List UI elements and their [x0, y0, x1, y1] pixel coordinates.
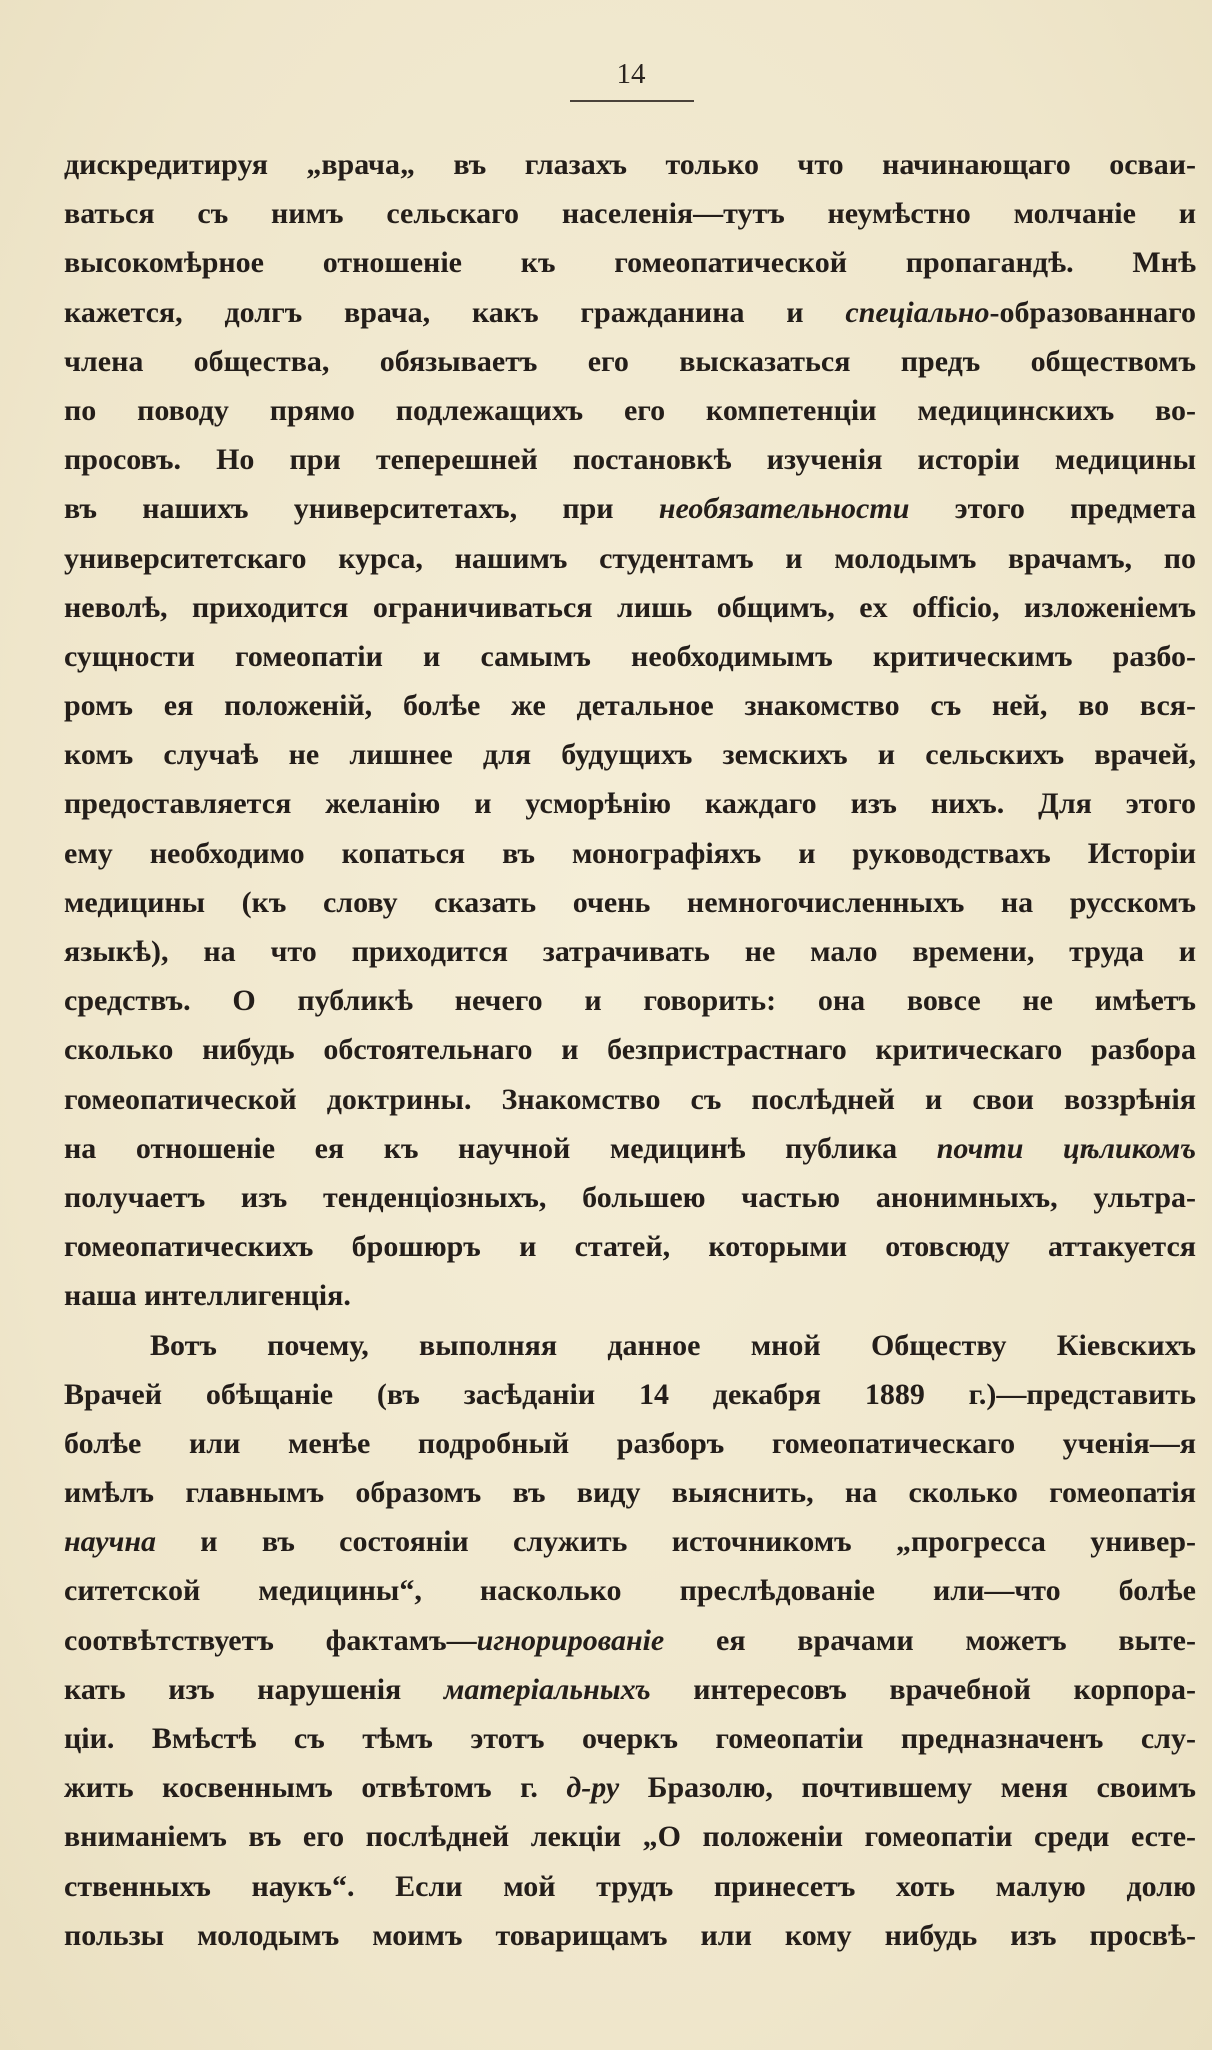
text-line: [64, 1714, 1196, 1763]
text-line: [64, 386, 1196, 435]
text-line: [64, 1370, 1196, 1419]
text-segment: предоставляется желанію и усморѣнію каждаго изъ нихъ. Для этого: [64, 787, 1196, 821]
text-segment: гомеопатической доктрины. Знакомство съ послѣдней и свои воззрѣнія: [64, 1082, 1196, 1116]
text-line: [64, 681, 1196, 730]
text-line: [64, 1075, 1196, 1124]
text-segment: пользы молодымъ моимъ товарищамъ или кому нибудь изъ просвѣ-: [64, 1918, 1196, 1952]
text-line: [64, 238, 1196, 287]
text-line: [64, 632, 1196, 681]
text-line: [64, 1862, 1196, 1911]
text-segment: высокомѣрное отношеніе къ гомеопатической пропагандѣ. Мнѣ: [64, 246, 1196, 280]
text-line: [64, 1173, 1196, 1222]
text-segment: наша интеллигенція.: [64, 1279, 351, 1313]
text-line: [64, 1468, 1196, 1517]
text-segment: гомеопатическихъ брошюръ и статей, которыми отовсюду аттакуется: [64, 1230, 1196, 1264]
text-segment: медицины (къ слову сказать очень немногочисленныхъ на русскомъ: [64, 885, 1196, 919]
text-segment: этого предмета: [909, 492, 1196, 526]
body-text: [64, 140, 1196, 1960]
text-segment: -образованнаго: [989, 295, 1196, 329]
text-line: [64, 1025, 1196, 1074]
italic-text: необязательности: [658, 492, 910, 526]
text-segment: по поводу прямо подлежащихъ его компетенціи медицинскихъ во-: [64, 393, 1196, 427]
text-line: [64, 927, 1196, 976]
text-line: [64, 1911, 1196, 1960]
text-line: [64, 1321, 1196, 1370]
text-segment: имѣлъ главнымъ образомъ въ виду выяснить, на сколько гомеопатія: [64, 1476, 1196, 1510]
text-line: [64, 288, 1196, 337]
text-segment: средствъ. О публикѣ нечего и говорить: она вовсе не имѣетъ: [64, 984, 1196, 1018]
text-segment: получаетъ изъ тенденціозныхъ, большею частью анонимныхъ, ультра-: [64, 1180, 1196, 1214]
page-number-rule: [570, 100, 694, 102]
text-line: [64, 779, 1196, 828]
text-segment: кажется, долгъ врача, какъ гражданина и: [64, 295, 846, 329]
text-line: [64, 1665, 1196, 1714]
italic-text: игнорированіе: [476, 1623, 665, 1657]
text-line: [64, 1419, 1196, 1468]
text-line: [64, 976, 1196, 1025]
text-line: [64, 337, 1196, 386]
page-number: 14: [616, 58, 646, 90]
text-segment: жить косвеннымъ отвѣтомъ г.: [64, 1771, 567, 1805]
text-segment: ственныхъ наукъ“. Если мой трудъ принесетъ хоть малую долю: [64, 1869, 1196, 1903]
text-line: [64, 1763, 1196, 1812]
text-line: [64, 730, 1196, 779]
text-line: [64, 534, 1196, 583]
text-segment: члена общества, обязываетъ его высказаться предъ обществомъ: [64, 344, 1196, 378]
text-segment: ваться съ нимъ сельскаго населенія—тутъ неумѣстно молчаніе и: [64, 197, 1196, 231]
text-segment: дискредитируя „врача„ въ глазахъ только что начинающаго осваи-: [64, 148, 1196, 181]
italic-text: д-ру: [566, 1771, 620, 1805]
text-segment: ромъ ея положеній, болѣе же детальное знакомство съ ней, во вся-: [64, 689, 1196, 723]
text-segment: соотвѣтствуетъ фактамъ—: [64, 1623, 477, 1657]
text-line: [64, 1222, 1196, 1271]
text-line: [64, 1517, 1196, 1566]
italic-text: матеріальныхъ: [443, 1672, 651, 1706]
italic-text: спеціально: [845, 295, 990, 329]
text-segment: Бразолю, почтившему меня своимъ: [619, 1771, 1196, 1805]
text-segment: ему необходимо копаться въ монографіяхъ и руководствахъ Исторіи: [64, 836, 1196, 870]
text-segment: Вотъ почему, выполняя данное мной Обществу Кіевскихъ: [150, 1328, 1196, 1362]
text-segment: сущности гомеопатіи и самымъ необходимымъ критическимъ разбо-: [64, 639, 1196, 673]
text-line: [64, 1124, 1196, 1173]
text-segment: кать изъ нарушенія: [64, 1672, 444, 1706]
text-line: [64, 878, 1196, 927]
text-segment: ціи. Вмѣстѣ съ тѣмъ этотъ очеркъ гомеопатіи предназначенъ слу-: [64, 1722, 1196, 1755]
text-segment: на отношеніе ея къ научной медицинѣ публика: [64, 1131, 937, 1165]
text-segment: ея врачами можетъ выте-: [664, 1623, 1196, 1657]
text-line: [64, 435, 1196, 484]
text-line: [64, 1812, 1196, 1861]
text-line: [64, 1271, 1196, 1320]
text-line: [64, 1566, 1196, 1615]
text-line: [64, 1616, 1196, 1665]
text-segment: сколько нибудь обстоятельнаго и безпристрастнаго критическаго разбора: [64, 1033, 1196, 1067]
text-line: [64, 829, 1196, 878]
text-segment: Врачей обѣщаніе (въ засѣданіи 14 декабря 1889 г.)—представить: [64, 1377, 1196, 1411]
text-segment: въ нашихъ университетахъ, при: [64, 492, 659, 526]
italic-text: почти цѣликомъ: [936, 1131, 1196, 1165]
text-segment: болѣе или менѣе подробный разборъ гомеопатическаго ученія—я: [64, 1426, 1196, 1460]
text-line: [64, 583, 1196, 632]
text-segment: и въ состояніи служить источникомъ „прогресса универ-: [155, 1525, 1196, 1559]
text-segment: интересовъ врачебной корпора-: [650, 1672, 1196, 1706]
text-segment: просовъ. Но при теперешней постановкѣ изученія исторіи медицины: [64, 443, 1196, 477]
text-line: [64, 484, 1196, 533]
text-segment: неволѣ, приходится ограничиваться лишь общимъ, ex officio, изложеніемъ: [64, 590, 1196, 624]
text-segment: ситетской медицины“, насколько преслѣдованіе или—что болѣе: [64, 1574, 1196, 1608]
text-line: [64, 189, 1196, 238]
text-segment: комъ случаѣ не лишнее для будущихъ земскихъ и сельскихъ врачей,: [64, 738, 1196, 772]
text-segment: университетскаго курса, нашимъ студентамъ и молодымъ врачамъ, по: [64, 541, 1196, 575]
text-line: [64, 140, 1196, 189]
italic-text: научна: [64, 1525, 156, 1559]
text-segment: языкѣ), на что приходится затрачивать не мало времени, труда и: [64, 935, 1196, 968]
text-segment: вниманіемъ въ его послѣдней лекціи „О положеніи гомеопатіи среди есте-: [64, 1820, 1196, 1854]
